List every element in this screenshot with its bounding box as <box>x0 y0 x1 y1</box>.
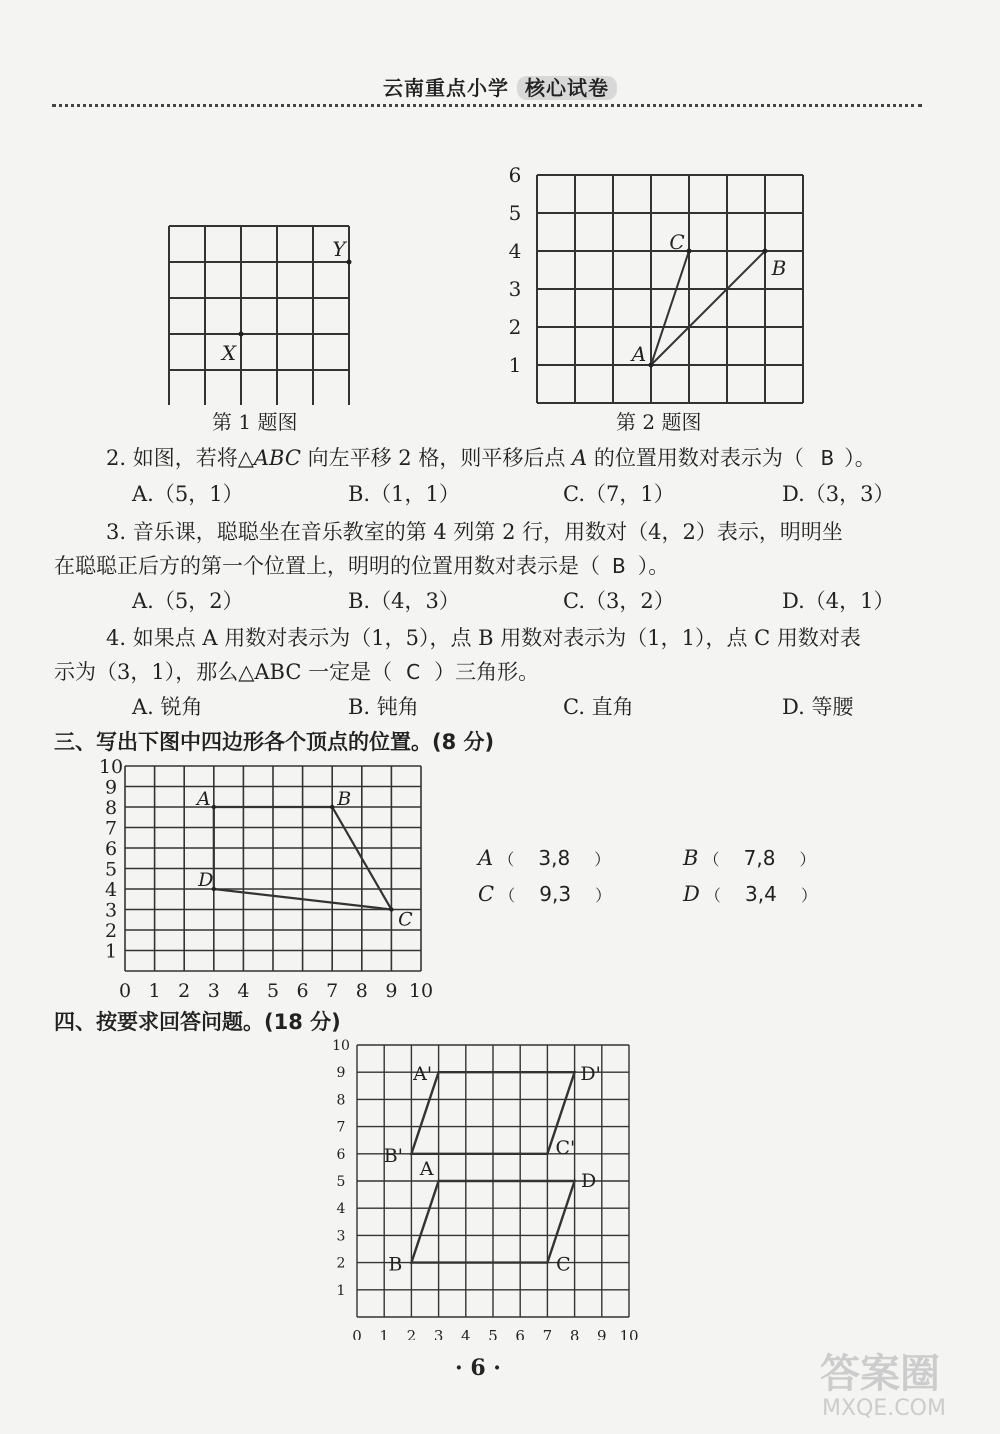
x-tick-label: 6 <box>296 980 309 998</box>
x-tick-label: 3 <box>207 980 220 998</box>
x-tick-label: 2 <box>178 980 191 998</box>
y-tick-label: 8 <box>336 1092 346 1109</box>
figure-1-caption: 第 1 题图 <box>212 410 298 434</box>
point-label-c: C <box>669 230 685 254</box>
y-tick-label: 8 <box>104 797 118 819</box>
y-tick-label: 2 <box>104 920 118 942</box>
point-a <box>649 363 654 368</box>
y-tick-label: 4 <box>336 1201 346 1218</box>
question-4-line-1: 4. 如果点 A 用数对表示为（1，5），点 B 用数对表示为（1，1），点 C 用数对表 <box>106 626 861 650</box>
point-label: C' <box>555 1136 576 1159</box>
y-tick-label: 1 <box>104 940 118 963</box>
question-4-answer: C <box>406 660 421 684</box>
y-tick-label: 3 <box>104 899 118 922</box>
y-tick-label: 6 <box>508 163 522 187</box>
point-label: D <box>580 1170 597 1192</box>
x-tick-label: 7 <box>326 980 339 998</box>
answer-d: D （ 3,4 ） <box>683 882 817 906</box>
question-4-line-2: 示为（3，1），那么△ABC 一定是（ C ）三角形。 <box>54 660 540 684</box>
point-label-y: Y <box>332 237 346 261</box>
y-tick-label: 1 <box>336 1282 346 1299</box>
y-tick-label: 7 <box>104 817 118 840</box>
question-2-stem: 2. 如图，若将△ABC 向左平移 2 格，则平移后点 A 的位置用数对表示为（ B ）。 <box>106 446 876 470</box>
y-tick-label: 9 <box>104 776 118 799</box>
point-label-d: D <box>198 869 214 891</box>
watermark-logo: 答案圈 <box>820 1351 940 1397</box>
answer-c: C （ 9,3 ） <box>478 882 612 906</box>
y-tick-label: 5 <box>104 858 118 881</box>
point-x <box>239 332 244 337</box>
q4-option-d: D. 等腰 <box>782 695 854 719</box>
q4-option-a: A. 锐角 <box>132 695 203 719</box>
figure-1-grid <box>150 215 365 405</box>
y-tick-label: 1 <box>508 353 522 377</box>
y-tick-label: 5 <box>508 201 522 225</box>
q3-option-b: B.（4，3） <box>348 589 460 613</box>
question-3-answer: B <box>612 554 626 578</box>
y-tick-label: 3 <box>336 1228 346 1245</box>
page-header <box>0 72 1000 101</box>
x-tick-label: 4 <box>461 1327 471 1340</box>
page-number: · 6 · <box>455 1355 501 1381</box>
triangle-abc <box>651 251 765 365</box>
x-tick-label: 7 <box>542 1327 553 1340</box>
x-tick-label: 1 <box>148 980 161 998</box>
section-3-answers <box>478 846 858 916</box>
x-tick-label: 3 <box>433 1327 444 1340</box>
x-tick-label: 0 <box>352 1327 362 1340</box>
point-b <box>763 249 768 254</box>
header-school: 云南重点小学 <box>383 76 510 100</box>
header-title: 核心试卷 <box>517 76 617 100</box>
point-c <box>687 249 692 254</box>
y-tick-label: 6 <box>104 838 118 860</box>
y-tick-label: 5 <box>336 1174 346 1190</box>
point-label: A' <box>413 1063 433 1086</box>
x-tick-label: 9 <box>597 1327 607 1340</box>
x-tick-label: 10 <box>408 980 434 998</box>
point-label: C <box>556 1253 571 1276</box>
x-tick-label: 5 <box>488 1327 498 1340</box>
y-tick-label: 4 <box>104 879 118 901</box>
x-tick-label: 0 <box>118 980 132 998</box>
y-tick-label: 4 <box>508 239 522 263</box>
y-tick-label: 7 <box>336 1119 346 1136</box>
y-tick-label: 2 <box>336 1255 346 1272</box>
q2-option-a: A.（5，1） <box>132 482 244 506</box>
answer-b: B （ 7,8 ） <box>683 846 816 870</box>
q3-option-c: C.（3，2） <box>563 589 675 613</box>
point-label: B <box>388 1253 403 1276</box>
point-label-c: C <box>398 908 413 931</box>
point-a <box>212 805 216 809</box>
y-tick-label: 9 <box>336 1065 346 1082</box>
point-label: A <box>419 1158 434 1180</box>
section-4-title: 四、按要求回答问题。(18 分) <box>54 1010 341 1034</box>
point-c <box>389 907 393 911</box>
x-tick-label: 8 <box>569 1327 580 1340</box>
x-tick-label: 4 <box>237 980 250 998</box>
x-tick-label: 8 <box>355 980 368 998</box>
watermark-url: MXQE.COM <box>822 1396 946 1421</box>
section-4-grid <box>325 1035 645 1340</box>
y-tick-label: 2 <box>508 315 522 339</box>
point-label-b: B <box>337 788 352 810</box>
point-b <box>330 805 334 809</box>
q2-option-c: C.（7，1） <box>563 482 675 506</box>
x-tick-label: 9 <box>385 980 398 998</box>
q3-option-a: A.（5，2） <box>132 589 244 613</box>
point-label-x: X <box>221 341 237 365</box>
q4-option-b: B. 钝角 <box>348 695 419 719</box>
q2-option-d: D.（3，3） <box>782 482 895 506</box>
question-3-line-1: 3. 音乐课，聪聪坐在音乐教室的第 4 列第 2 行，用数对（4，2）表示，明明坐 <box>106 520 843 544</box>
section-3-title: 三、写出下图中四边形各个顶点的位置。(8 分) <box>54 730 495 754</box>
point-label-a: A <box>631 342 647 366</box>
x-tick-label: 10 <box>619 1327 639 1340</box>
y-tick-label: 10 <box>98 758 124 778</box>
point-y <box>347 260 352 265</box>
y-tick-label: 10 <box>332 1038 350 1054</box>
point-label: D' <box>580 1063 601 1086</box>
header-divider <box>52 104 922 107</box>
question-3-line-2: 在聪聪正后方的第一个位置上，明明的位置用数对表示是（ B ）。 <box>54 554 670 578</box>
answer-a: A （ 3,8 ） <box>478 846 611 870</box>
x-tick-label: 5 <box>266 980 280 998</box>
point-label-a: A <box>196 788 211 810</box>
y-tick-label: 6 <box>336 1146 346 1163</box>
question-2-answer: B <box>820 446 835 470</box>
y-tick-label: 3 <box>508 277 522 301</box>
x-tick-label: 1 <box>379 1327 389 1340</box>
x-tick-label: 6 <box>515 1327 525 1340</box>
q4-option-c: C. 直角 <box>563 695 634 719</box>
q2-option-b: B.（1，1） <box>348 482 460 506</box>
point-label-b: B <box>771 256 787 280</box>
figure-2-caption: 第 2 题图 <box>616 410 702 434</box>
section-3-grid <box>95 758 440 998</box>
point-label: B' <box>383 1144 403 1167</box>
q3-option-d: D.（4，1） <box>782 589 895 613</box>
x-tick-label: 2 <box>406 1327 417 1340</box>
figure-2-grid <box>505 160 825 405</box>
